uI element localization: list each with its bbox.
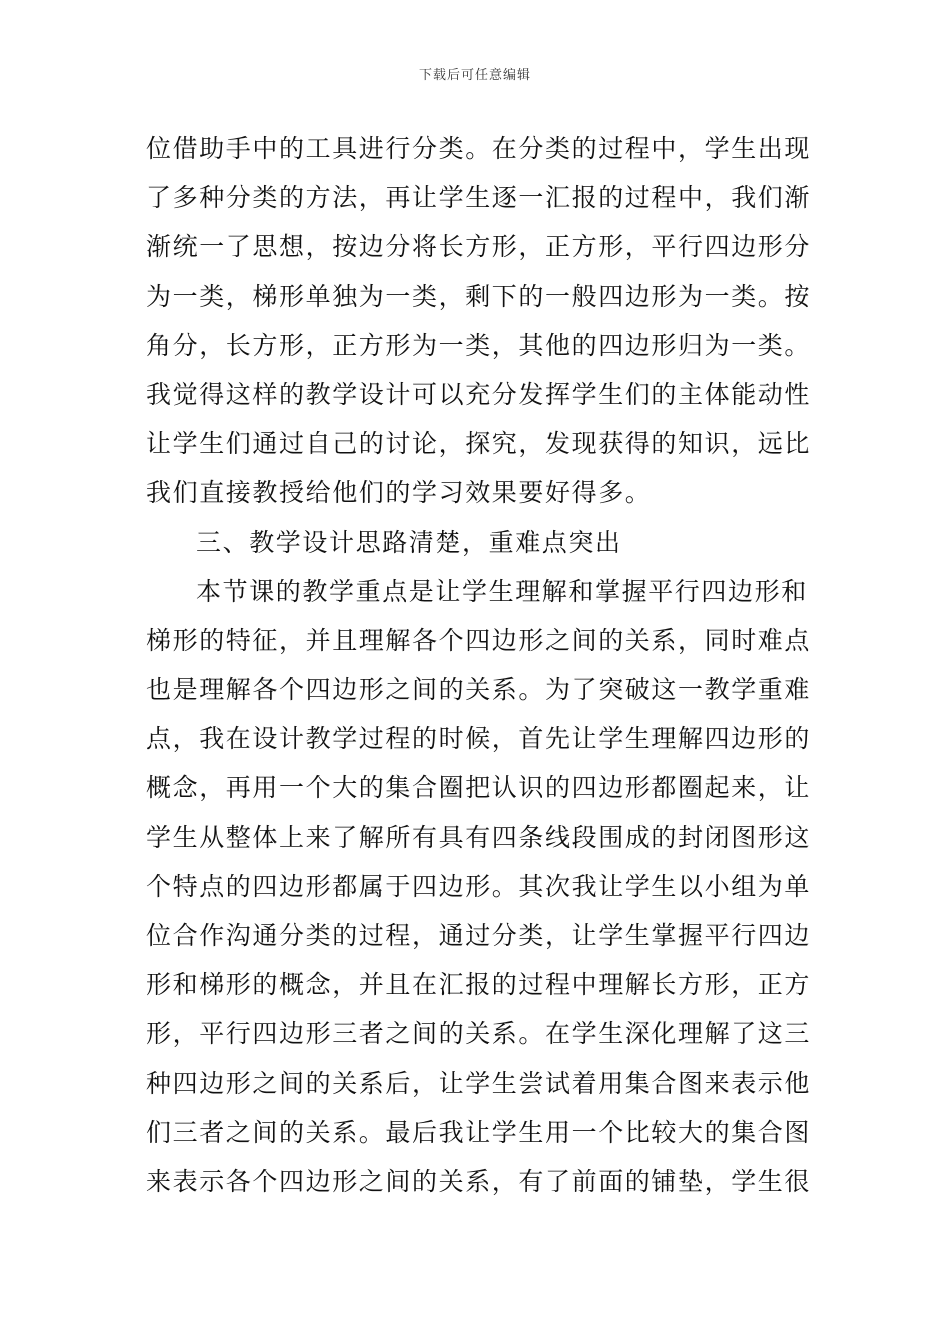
text-line: 们三者之间的关系。最后我让学生用一个比较大的集合图 — [146, 1117, 812, 1147]
text-line: 我们直接教授给他们的学习效果要好得多。 — [146, 478, 652, 508]
text-line: 我觉得这样的教学设计可以充分发挥学生们的主体能动性 — [146, 379, 812, 409]
text-line: 让学生们通过自己的讨论，探究，发现获得的知识，远比 — [146, 429, 812, 459]
page-header-note: 下载后可任意编辑 — [418, 68, 531, 83]
text-line: 了多种分类的方法，再让学生逐一汇报的过程中，我们渐 — [146, 183, 812, 213]
text-line: 位合作沟通分类的过程，通过分类，让学生掌握平行四边 — [146, 921, 812, 950]
text-line: 也是理解各个四边形之间的关系。为了突破这一教学重难 — [146, 675, 812, 705]
text-line: 渐统一了思想，按边分将长方形，正方形，平行四边形分 — [146, 232, 812, 262]
text-line: 角分，长方形，正方形为一类，其他的四边形归为一类。 — [146, 330, 812, 360]
text-line: 点，我在设计教学过程的时候，首先让学生理解四边形的 — [146, 724, 812, 754]
text-line: 形，平行四边形三者之间的关系。在学生深化理解了这三 — [146, 1019, 812, 1049]
text-line: 为一类，梯形单独为一类，剩下的一般四边形为一类。按 — [146, 281, 812, 311]
text-line: 概念，再用一个大的集合圈把认识的四边形都圈起来，让 — [146, 773, 812, 803]
text-line: 位借助手中的工具进行分类。在分类的过程中，学生出现 — [146, 134, 812, 163]
document-body — [146, 124, 812, 1206]
text-line: 来表示各个四边形之间的关系，有了前面的铺垫，学生很 — [146, 1166, 812, 1196]
text-line: 个特点的四边形都属于四边形。其次我让学生以小组为单 — [146, 871, 812, 901]
paragraph-first-line: 本节课的教学重点是让学生理解和掌握平行四边形和 — [196, 576, 808, 606]
section-heading: 三、教学设计思路清楚，重难点突出 — [196, 527, 622, 557]
text-line: 梯形的特征，并且理解各个四边形之间的关系，同时难点 — [146, 625, 812, 655]
text-line: 种四边形之间的关系后，让学生尝试着用集合图来表示他 — [146, 1068, 812, 1098]
text-line: 学生从整体上来了解所有具有四条线段围成的封闭图形这 — [146, 822, 812, 852]
text-line: 形和梯形的概念，并且在汇报的过程中理解长方形，正方 — [146, 970, 812, 1000]
